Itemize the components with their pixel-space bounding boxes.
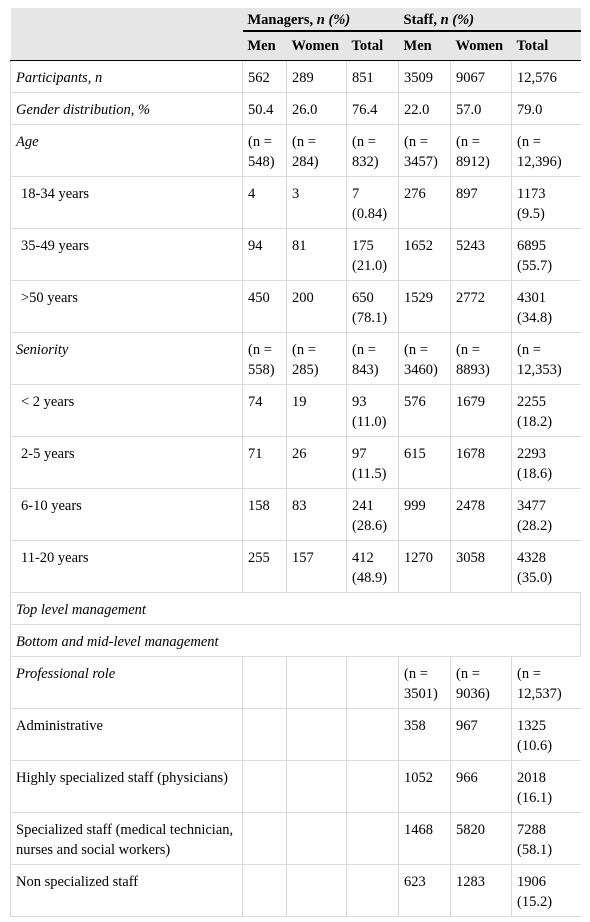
table-cell: 999 <box>399 489 451 541</box>
table-cell: 6895 (55.7) <box>512 229 581 281</box>
col-managers-women: Women <box>287 31 347 61</box>
table-cell: 50.4 <box>243 93 287 125</box>
managers-suffix: n (%) <box>316 12 351 28</box>
table-cell <box>243 657 287 709</box>
table-cell: (n = 12,353) <box>512 333 581 385</box>
table-row <box>11 657 581 709</box>
row-label: Specialized staff (medical technician, nurses and social workers) <box>11 813 243 865</box>
table-cell <box>347 761 399 813</box>
table-cell: 200 <box>287 281 347 333</box>
table-cell: 22.0 <box>399 93 451 125</box>
table-row <box>11 177 581 229</box>
section-label: Top level management <box>11 593 581 625</box>
table-cell: 412 (48.9) <box>347 541 399 593</box>
table-cell: 1052 <box>399 761 451 813</box>
demographics-table <box>10 8 581 917</box>
table-cell: 3058 <box>451 541 512 593</box>
table-cell: 19 <box>287 385 347 437</box>
table-row <box>11 593 581 625</box>
table-cell <box>243 865 287 917</box>
table-row <box>11 813 581 865</box>
staff-label: Staff, <box>403 12 441 28</box>
row-label: 35-49 years <box>11 229 243 281</box>
table-cell: 3477 (28.2) <box>512 489 581 541</box>
table-cell: 1173 (9.5) <box>512 177 581 229</box>
table-cell <box>347 865 399 917</box>
row-label: 11-20 years <box>11 541 243 593</box>
table-cell: 5243 <box>451 229 512 281</box>
table-cell: 5820 <box>451 813 512 865</box>
table-body <box>11 61 581 917</box>
table-cell: 4 <box>243 177 287 229</box>
table-cell: 1325 (10.6) <box>512 709 581 761</box>
table-row <box>11 385 581 437</box>
staff-suffix: n (%) <box>440 12 475 28</box>
table-cell: 358 <box>399 709 451 761</box>
table-cell: 650 (78.1) <box>347 281 399 333</box>
table-header <box>11 8 581 61</box>
col-staff-men: Men <box>399 31 451 61</box>
table-cell: (n = 3457) <box>399 125 451 177</box>
table-row <box>11 761 581 813</box>
table-row <box>11 281 581 333</box>
table-cell: 71 <box>243 437 287 489</box>
table-cell: 1678 <box>451 437 512 489</box>
table-cell: (n = 3460) <box>399 333 451 385</box>
table-cell: 94 <box>243 229 287 281</box>
table-cell: 967 <box>451 709 512 761</box>
table-cell <box>287 761 347 813</box>
table-cell: 3 <box>287 177 347 229</box>
table-cell: 1906 (15.2) <box>512 865 581 917</box>
header-corner <box>11 8 243 31</box>
row-label: Participants, n <box>11 61 243 93</box>
table-cell: 1652 <box>399 229 451 281</box>
table-cell: 623 <box>399 865 451 917</box>
table-row <box>11 125 581 177</box>
table-cell: 7288 (58.1) <box>512 813 581 865</box>
table-cell: 2018 (16.1) <box>512 761 581 813</box>
table-cell: 897 <box>451 177 512 229</box>
table-cell <box>287 813 347 865</box>
table-row <box>11 625 581 657</box>
table-cell <box>347 813 399 865</box>
table-cell: 83 <box>287 489 347 541</box>
staff-group-header <box>399 8 581 31</box>
managers-group-header <box>243 8 399 31</box>
table-cell: 1270 <box>399 541 451 593</box>
table-cell: 1468 <box>399 813 451 865</box>
table-cell <box>243 761 287 813</box>
table-cell: (n = 12,396) <box>512 125 581 177</box>
table-cell: 2478 <box>451 489 512 541</box>
table-cell: 2255 (18.2) <box>512 385 581 437</box>
table-cell: 576 <box>399 385 451 437</box>
table-cell: (n = 558) <box>243 333 287 385</box>
table-cell: 3509 <box>399 61 451 93</box>
table-cell: 562 <box>243 61 287 93</box>
table-cell: (n = 3501) <box>399 657 451 709</box>
managers-label: Managers, <box>247 12 317 28</box>
table-row <box>11 61 581 93</box>
table-cell: 158 <box>243 489 287 541</box>
section-label: Bottom and mid-level management <box>11 625 581 657</box>
table-cell: (n = 285) <box>287 333 347 385</box>
row-label: 6-10 years <box>11 489 243 541</box>
table-cell: 1679 <box>451 385 512 437</box>
row-label: Professional role <box>11 657 243 709</box>
table-cell: (n = 9036) <box>451 657 512 709</box>
table-cell: 97 (11.5) <box>347 437 399 489</box>
table-cell: 1283 <box>451 865 512 917</box>
table-cell: 7 (0.84) <box>347 177 399 229</box>
row-label: Administrative <box>11 709 243 761</box>
table-cell <box>347 657 399 709</box>
table-cell: 1529 <box>399 281 451 333</box>
table-row <box>11 333 581 385</box>
table-row <box>11 229 581 281</box>
row-label: Non specialized staff <box>11 865 243 917</box>
table-row <box>11 93 581 125</box>
table-cell: (n = 8893) <box>451 333 512 385</box>
table-cell: 255 <box>243 541 287 593</box>
table-cell: 79.0 <box>512 93 581 125</box>
table-cell: 276 <box>399 177 451 229</box>
row-label: < 2 years <box>11 385 243 437</box>
table-cell <box>243 813 287 865</box>
col-staff-women: Women <box>451 31 512 61</box>
table-cell <box>287 865 347 917</box>
table-cell: 4301 (34.8) <box>512 281 581 333</box>
row-label: 2-5 years <box>11 437 243 489</box>
table-cell: 966 <box>451 761 512 813</box>
table-cell: 2293 (18.6) <box>512 437 581 489</box>
row-label: 18-34 years <box>11 177 243 229</box>
table-cell: (n = 284) <box>287 125 347 177</box>
table-cell: 81 <box>287 229 347 281</box>
col-managers-total: Total <box>347 31 399 61</box>
table-row <box>11 709 581 761</box>
table-row <box>11 865 581 917</box>
table-cell: 241 (28.6) <box>347 489 399 541</box>
table-cell: 2772 <box>451 281 512 333</box>
table-cell: 9067 <box>451 61 512 93</box>
table-row <box>11 437 581 489</box>
row-label: Seniority <box>11 333 243 385</box>
table-cell: (n = 548) <box>243 125 287 177</box>
table-cell <box>347 709 399 761</box>
table-cell: 26 <box>287 437 347 489</box>
table-cell <box>287 657 347 709</box>
table-cell: (n = 12,537) <box>512 657 581 709</box>
header-corner-lower <box>11 31 243 61</box>
table-cell: 157 <box>287 541 347 593</box>
table-cell: 93 (11.0) <box>347 385 399 437</box>
table-row <box>11 541 581 593</box>
table-cell: 76.4 <box>347 93 399 125</box>
table-cell: 12,576 <box>512 61 581 93</box>
table-row <box>11 489 581 541</box>
table-cell: 615 <box>399 437 451 489</box>
table-cell: 450 <box>243 281 287 333</box>
row-label: Gender distribution, % <box>11 93 243 125</box>
table-cell: (n = 843) <box>347 333 399 385</box>
table-cell: 57.0 <box>451 93 512 125</box>
row-label: >50 years <box>11 281 243 333</box>
col-managers-men: Men <box>243 31 287 61</box>
table-container <box>10 8 580 917</box>
table-cell: 289 <box>287 61 347 93</box>
table-cell <box>287 709 347 761</box>
row-label: Highly specialized staff (physicians) <box>11 761 243 813</box>
table-cell: 26.0 <box>287 93 347 125</box>
table-cell: (n = 832) <box>347 125 399 177</box>
table-cell: (n = 8912) <box>451 125 512 177</box>
col-staff-total: Total <box>512 31 581 61</box>
table-cell: 175 (21.0) <box>347 229 399 281</box>
table-cell: 851 <box>347 61 399 93</box>
table-cell: 4328 (35.0) <box>512 541 581 593</box>
table-cell <box>243 709 287 761</box>
table-cell: 74 <box>243 385 287 437</box>
row-label: Age <box>11 125 243 177</box>
